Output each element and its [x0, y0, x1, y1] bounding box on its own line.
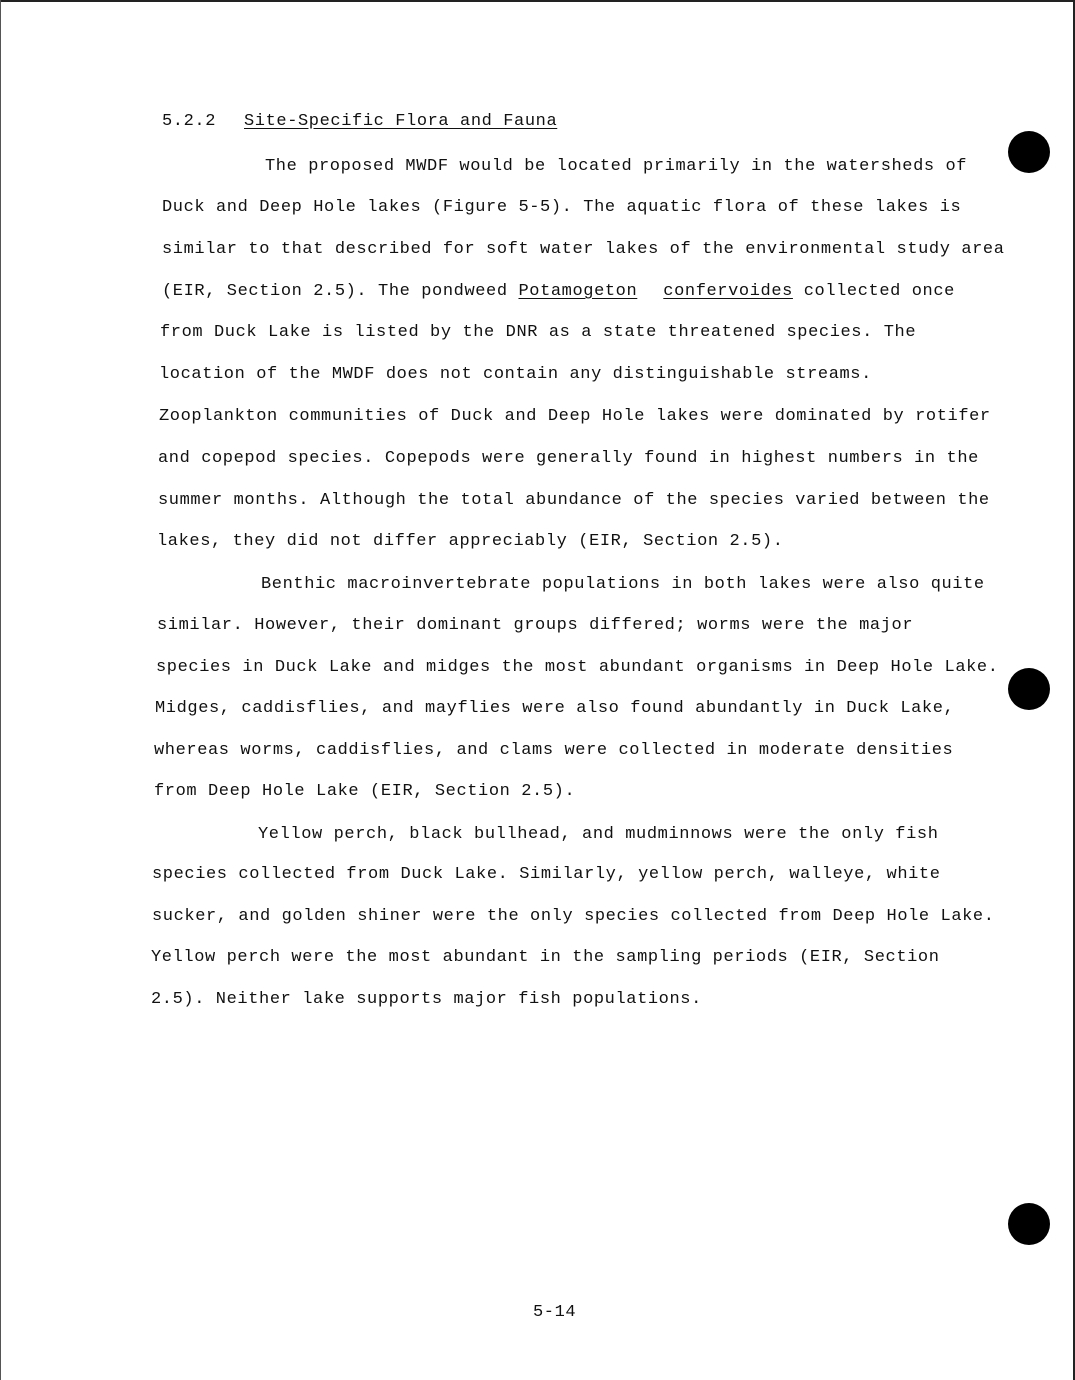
paragraph-3-line-4: Yellow perch were the most abundant in the sampling periods (EIR, Section: [151, 948, 940, 967]
paragraph-3-line-3: sucker, and golden shiner were the only species collected from Deep Hole Lake.: [152, 907, 995, 926]
species-epithet: confervoides: [663, 282, 793, 301]
line-4-lead-text: (EIR, Section 2.5). The pondweed: [162, 282, 519, 301]
section-title: Site-Specific Flora and Fauna: [244, 112, 558, 131]
punch-hole-bottom: [1008, 1203, 1050, 1245]
paragraph-1-line-1: The proposed MWDF would be located primarily in the watersheds of: [265, 157, 968, 176]
paragraph-3-line-5: 2.5). Neither lake supports major fish populations.: [151, 990, 702, 1009]
paragraph-3-line-2: species collected from Duck Lake. Similarly, yellow perch, walleye, white: [152, 865, 941, 884]
paragraph-1-line-10: lakes, they did not differ appreciably (EIR, Section 2.5).: [157, 532, 784, 551]
paragraph-3-line-1: Yellow perch, black bullhead, and mudminnows were the only fish: [258, 825, 939, 844]
paragraph-1-line-9: summer months. Although the total abundance of the species varied between the: [158, 491, 990, 510]
paragraph-1-line-7: Zooplankton communities of Duck and Deep Hole lakes were dominated by rotifer: [159, 407, 991, 426]
page-number: 5-14: [533, 1303, 577, 1322]
paragraph-2-line-5: whereas worms, caddisflies, and clams were collected in moderate densities: [154, 741, 954, 760]
paragraph-1-line-3: similar to that described for soft water lakes of the environmental study area: [162, 240, 1005, 259]
punch-hole-middle: [1008, 668, 1050, 710]
section-number: 5.2.2: [162, 112, 217, 131]
paragraph-2-line-2: similar. However, their dominant groups differed; worms were the major: [157, 616, 914, 635]
punch-hole-top: [1008, 131, 1050, 173]
paragraph-1-line-4: [162, 282, 955, 302]
paragraph-1-line-8: and copepod species. Copepods were generally found in highest numbers in the: [158, 449, 979, 468]
paragraph-2-line-6: from Deep Hole Lake (EIR, Section 2.5).: [154, 782, 576, 801]
paragraph-1-line-5: from Duck Lake is listed by the DNR as a state threatened species. The: [160, 323, 917, 342]
paragraph-1-line-6: location of the MWDF does not contain any distinguishable streams.: [159, 365, 872, 384]
paragraph-2-line-4: Midges, caddisflies, and mayflies were also found abundantly in Duck Lake,: [155, 699, 955, 718]
paragraph-2-line-1: Benthic macroinvertebrate populations in both lakes were also quite: [261, 575, 985, 594]
species-genus: Potamogeton: [518, 282, 638, 301]
line-4-trail-text: collected once: [792, 282, 955, 301]
page-edge-left: [0, 0, 1, 1380]
section-heading: [162, 112, 557, 131]
paragraph-2-line-3: species in Duck Lake and midges the most abundant organisms in Deep Hole Lake.: [156, 658, 999, 677]
page-edge-top: [0, 0, 1075, 2]
paragraph-1-line-2: Duck and Deep Hole lakes (Figure 5-5). The aquatic flora of these lakes is: [162, 198, 962, 217]
